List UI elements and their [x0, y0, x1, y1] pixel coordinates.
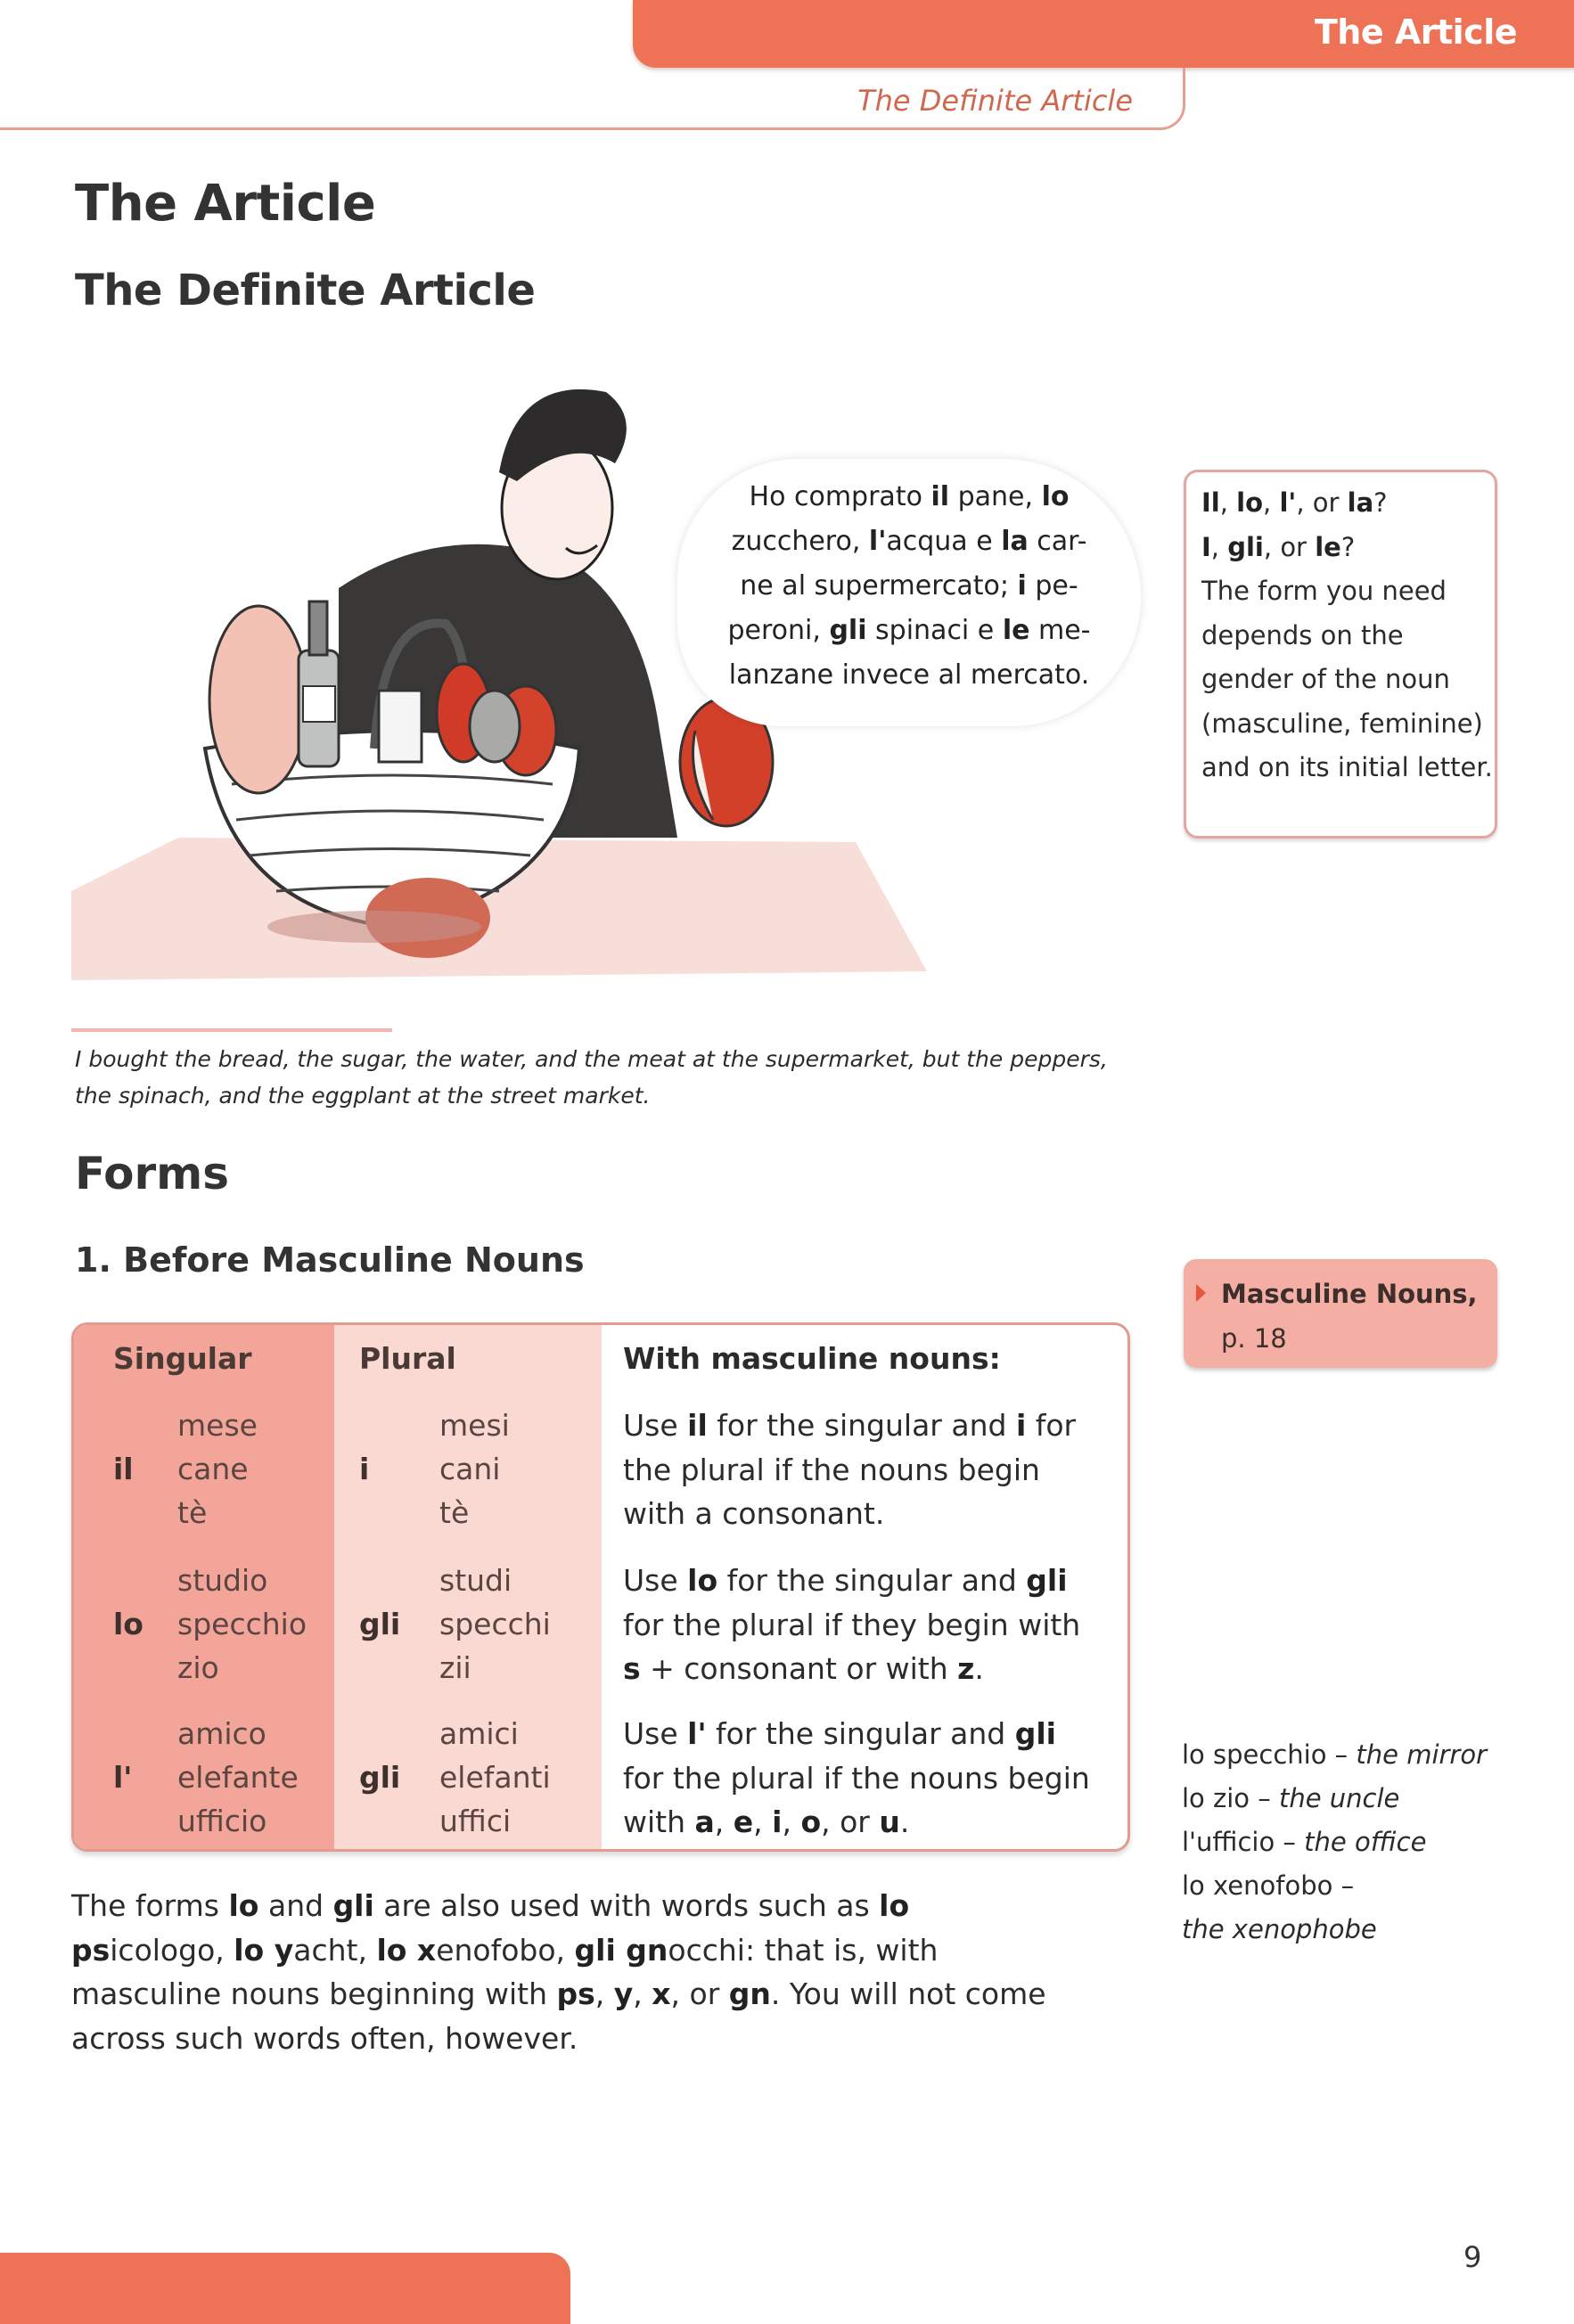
forms-heading: Forms [75, 1148, 229, 1199]
list-item: lo zio – the uncle [1182, 1783, 1400, 1813]
page-title: The Article [75, 175, 376, 233]
list-item: lo specchio – the mirror [1182, 1739, 1488, 1770]
triangle-right-icon [1196, 1284, 1206, 1302]
section-tab [0, 68, 1185, 130]
caption-divider [71, 1028, 392, 1032]
tip-box-body: The form you need depends on the gender of the noun (masculine, feminine) and on its initial letter. [1201, 576, 1493, 782]
xref-page: p. 18 [1221, 1323, 1287, 1354]
tip-box-text: Il, lo, l', or la? I, gli, or le? The form you need depends on the gender of the noun (masculine, feminine) and on its initial letter. [1201, 481, 1496, 790]
rule-lo: Use lo for the singular and gli for the plural if they begin with s + consonant or with z. [623, 1563, 1081, 1686]
article-forms-table [71, 1322, 1130, 1852]
footer-tab [0, 2253, 570, 2324]
table-row: lo studio specchio zio gli studi specchi zii [113, 1563, 551, 1685]
header-plural: Plural [359, 1341, 456, 1376]
chapter-tab-label: The Article [1314, 12, 1517, 52]
header-rule: With masculine nouns: [623, 1341, 1001, 1376]
masculine-subheading: 1. Before Masculine Nouns [75, 1240, 585, 1280]
rule-il: Use il for the singular and i for the plural if the nouns begin with a consonant. [623, 1408, 1077, 1531]
rule-l-apostrophe: Use l' for the singular and gli for the plural if the nouns begin with a, e, i, o, or u. [623, 1716, 1090, 1839]
page-subtitle: The Definite Article [75, 266, 536, 315]
header-singular: Singular [113, 1341, 252, 1376]
section-tab-label: The Definite Article [857, 84, 1133, 118]
xref-label: Masculine Nouns, [1221, 1279, 1478, 1309]
speech-bubble-text: Ho comprato il pane, lo zucchero, l'acqua e la car- ne al supermercato; i pe- peroni, gli spinaci e le me- lanzane invece al mercato. [727, 481, 1091, 691]
page-number: 9 [1463, 2240, 1482, 2274]
xref-masculine-nouns[interactable] [1184, 1259, 1497, 1368]
table-row: l' amico elefante ufficio gli amici elefanti uffici [113, 1716, 551, 1838]
illustration-caption: I bought the bread, the sugar, the water, and the meat at the supermarket, but the peppers, the spinach, and the eggplant at the street market. [75, 1046, 1108, 1109]
table-row: il mese cane tè i mesi cani tè [113, 1408, 510, 1530]
list-item: lo xenofobo – the xenophobe [1182, 1870, 1377, 1944]
vocab-notes [1182, 1733, 1538, 1952]
chapter-tab [633, 0, 1574, 68]
body-paragraph: The forms lo and gli are also used with words such as lo psicologo, lo yacht, lo xenofobo, gli gnocchi: that is, with masculine nouns beginning with ps, y, x, or gn. You will not come across such words often, however. [71, 1888, 1046, 2056]
list-item: l'ufficio – the office [1182, 1827, 1427, 1857]
